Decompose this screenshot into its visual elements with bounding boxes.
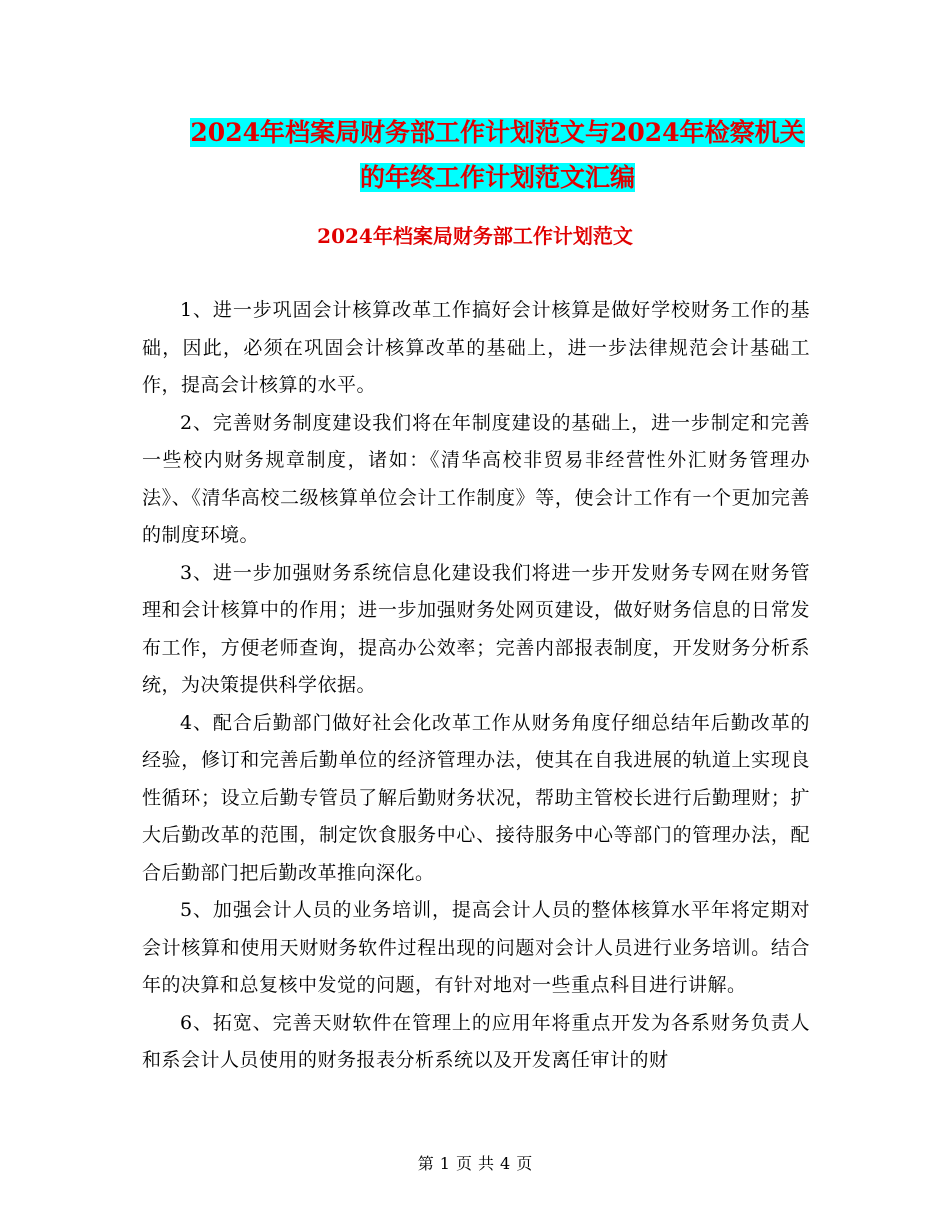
- footer-total-pages: 4: [500, 1154, 511, 1173]
- footer-label-total: 共: [478, 1154, 495, 1173]
- footer-label-page: 第: [417, 1154, 434, 1173]
- document-body: [142, 292, 810, 1080]
- page-footer: [0, 1153, 950, 1175]
- paragraph-1: 1、进一步巩固会计核算改革工作搞好会计核算是做好学校财务工作的基础，因此，必须在巩固会计核算改革的基础上，进一步法律规范会计基础工作，提高会计核算的水平。: [142, 299, 810, 396]
- paragraph-2: 2、完善财务制度建设我们将在年制度建设的基础上，进一步制定和完善一些校内财务规章制度，诸如：《清华高校非贸易非经营性外汇财务管理办法》、《清华高校二级核算单位会计工作制度》等，使会计工作有一个更加完善的制度环境。: [142, 411, 810, 546]
- footer-label-ye-2: 页: [516, 1154, 533, 1173]
- footer-label-ye: 页: [455, 1154, 472, 1173]
- paragraph-3: 3、进一步加强财务系统信息化建设我们将进一步开发财务专网在财务管理和会计核算中的作用；进一步加强财务处网页建设，做好财务信息的日常发布工作，方便老师查询，提高办公效率；完善内部报表制度，开发财务分析系统，为决策提供科学依据。: [142, 561, 810, 696]
- footer-current-page: 1: [439, 1154, 450, 1173]
- section-title: 2024年档案局财务部工作计划范文: [317, 224, 633, 248]
- document-title: [140, 110, 855, 200]
- document-title-line-2: 的年终工作计划范文汇编: [359, 163, 635, 192]
- paragraph-6: 6、拓宽、完善天财软件在管理上的应用年将重点开发为各系财务负责人和系会计人员使用的财务报表分析系统以及开发离任审计的财: [142, 1011, 810, 1071]
- document-title-line-1: 2024年档案局财务部工作计划范文与2024年检察机关: [190, 118, 805, 147]
- paragraph-4: 4、配合后勤部门做好社会化改革工作从财务角度仔细总结年后勤改革的经验，修订和完善后勤单位的经济管理办法，使其在自我进展的轨道上实现良性循环；设立后勤专管员了解后勤财务状况，帮助主管校长进行后勤理财；扩大后勤改革的范围，制定饮食服务中心、接待服务中心等部门的管理办法，配合后勤部门把后勤改革推向深化。: [142, 711, 810, 884]
- paragraph-5: 5、加强会计人员的业务培训，提高会计人员的整体核算水平年将定期对会计核算和使用天财财务软件过程出现的问题对会计人员进行业务培训。结合年的决算和总复核中发觉的问题，有针对地对一些重点科目进行讲解。: [142, 899, 810, 996]
